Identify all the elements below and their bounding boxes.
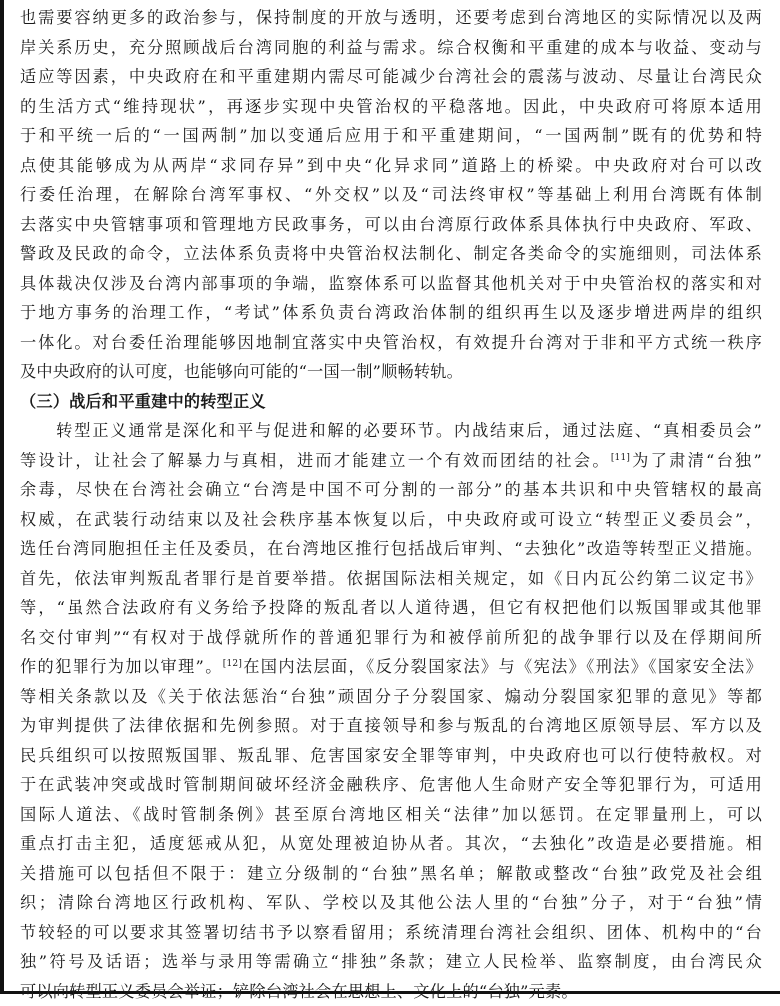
text-line: 织；清除台湾地区行政机构、军队、学校以及其他公法人里的“台独”分子，对于“台独”情 bbox=[20, 888, 762, 918]
text-line bbox=[20, 446, 762, 476]
text-line: 国际人道法、《战时管制条例》甚至原台湾地区相关“法律”加以惩罚。在定罪量刑上，可以 bbox=[20, 800, 762, 830]
text-line: 于地方事务的治理工作，“考试”体系负责台湾政治体制的组织再生以及逐步增进两岸的组织 bbox=[20, 298, 762, 328]
text-line: 岸关系历史，充分照顾战后台湾同胞的利益与需求。综合权衡和平重建的成本与收益、变动与 bbox=[20, 33, 762, 63]
text-line: 具体裁决仅涉及台湾内部事项的争端，监察体系可以监督其他机关对于中央管治权的落实和对 bbox=[20, 269, 762, 299]
section-heading: （三）战后和平重建中的转型正义 bbox=[20, 387, 762, 417]
text-line: 关措施可以包括但不限于：建立分级制的“台独”黑名单；解散或整改“台独”政党及社会组 bbox=[20, 859, 762, 889]
text-line: 于在武装冲突或战时管制期间破坏经济金融秩序、危害他人生命财产安全等犯罪行为，可适用 bbox=[20, 770, 762, 800]
text-line: 首先，依法审判叛乱者罪行是首要举措。依据国际法相关规定，如《日内瓦公约第二议定书》 bbox=[20, 564, 762, 594]
text-line: 点使其能够成为从两岸“求同存异”到中央“化异求同”道路上的桥梁。中央政府对台可以改 bbox=[20, 151, 762, 181]
text-span: 为了肃清“台独” bbox=[630, 451, 762, 470]
text-line: 行委任治理，在解除台湾军事权、“外交权”以及“司法终审权”等基础上利用台湾既有体制 bbox=[20, 180, 762, 210]
text-line: 重点打击主犯，适度惩戒从犯，从宽处理被迫协从者。其次，“去独化”改造是必要措施。相 bbox=[20, 829, 762, 859]
text-line: 也需要容纳更多的政治参与，保持制度的开放与透明，还要考虑到台湾地区的实际情况以及两 bbox=[20, 3, 762, 33]
paragraph-transitional-justice bbox=[20, 416, 762, 1006]
document-body bbox=[20, 3, 762, 1006]
text-span: 等设计，让社会了解暴力与真相，进而才能建立一个有效而团结的社会。 bbox=[20, 451, 611, 470]
footnote-ref: [11] bbox=[611, 453, 630, 463]
text-line bbox=[20, 652, 762, 682]
text-span: 在国内法层面，《反分裂国家法》与《宪法》《刑法》《国家安全法》 bbox=[242, 657, 762, 676]
text-line: 转型正义通常是深化和平与促进和解的必要环节。内战结束后，通过法庭、“真相委员会” bbox=[20, 416, 762, 446]
text-line: 选任台湾同胞担任主任及委员，在台湾地区推行包括战后审判、“去独化”改造等转型正义措施。 bbox=[20, 534, 762, 564]
text-line: 可以向转型正义委员会举证；铲除台湾社会在思想上、文化上的“台独”元素。 bbox=[20, 977, 762, 1006]
text-line: 等，“虽然合法政府有义务给予投降的叛乱者以人道待遇，但它有权把他们以叛国罪或其他罪 bbox=[20, 593, 762, 623]
text-line: 等相关条款以及《关于依法惩治“台独”顽固分子分裂国家、煽动分裂国家犯罪的意见》等都 bbox=[20, 682, 762, 712]
text-line: 一体化。对台委任治理能够因地制宜落实中央管治权，有效提升台湾对于非和平方式统一秩序 bbox=[20, 328, 762, 358]
text-line: 及中央政府的认可度，也能够向可能的“一国一制”顺畅转轨。 bbox=[20, 357, 762, 387]
text-line: 适应等因素，中央政府在和平重建期内需尽可能减少台湾社会的震荡与波动、尽量让台湾民众 bbox=[20, 62, 762, 92]
text-line: 余毒，尽快在台湾社会确立“台湾是中国不可分割的一部分”的基本共识和中央管辖权的最高 bbox=[20, 475, 762, 505]
text-line: 民兵组织可以按照叛国罪、叛乱罪、危害国家安全罪等审判，中央政府也可以行使特赦权。对 bbox=[20, 741, 762, 771]
footnote-ref: [12] bbox=[223, 659, 242, 669]
text-line: 去落实中央管辖事项和管理地方民政事务，可以由台湾原行政体系具体执行中央政府、军政、 bbox=[20, 210, 762, 240]
paragraph-continued bbox=[20, 3, 762, 387]
text-span: 作的犯罪行为加以审理”。 bbox=[20, 657, 223, 676]
text-line: 于和平统一后的“一国两制”加以变通后应用于和平重建期间，“一国两制”既有的优势和特 bbox=[20, 121, 762, 151]
text-line: 独”符号及话语；选举与录用等需确立“排独”条款；建立人民检举、监察制度，由台湾民众 bbox=[20, 947, 762, 977]
text-line: 警政及民政的命令，立法体系负责将中央管治权法制化、制定各类命令的实施细则，司法体系 bbox=[20, 239, 762, 269]
text-line: 名交付审判”“有权对于战俘就所作的普通犯罪行为和被俘前所犯的战争罪行以及在俘期间所 bbox=[20, 623, 762, 653]
text-line: 节较轻的可以要求其签署切结书予以察看留用；系统清理台湾社会组织、团体、机构中的“台 bbox=[20, 918, 762, 948]
page-left-border bbox=[0, 0, 4, 994]
text-line: 为审判提供了法律依据和先例参照。对于直接领导和参与叛乱的台湾地区原领导层、军方以及 bbox=[20, 711, 762, 741]
text-line: 的生活方式“维持现状”，再逐步实现中央管治权的平稳落地。因此，中央政府可将原本适用 bbox=[20, 92, 762, 122]
text-line: 权威，在武装行动结束以及社会秩序基本恢复以后，中央政府或可设立“转型正义委员会”， bbox=[20, 505, 762, 535]
